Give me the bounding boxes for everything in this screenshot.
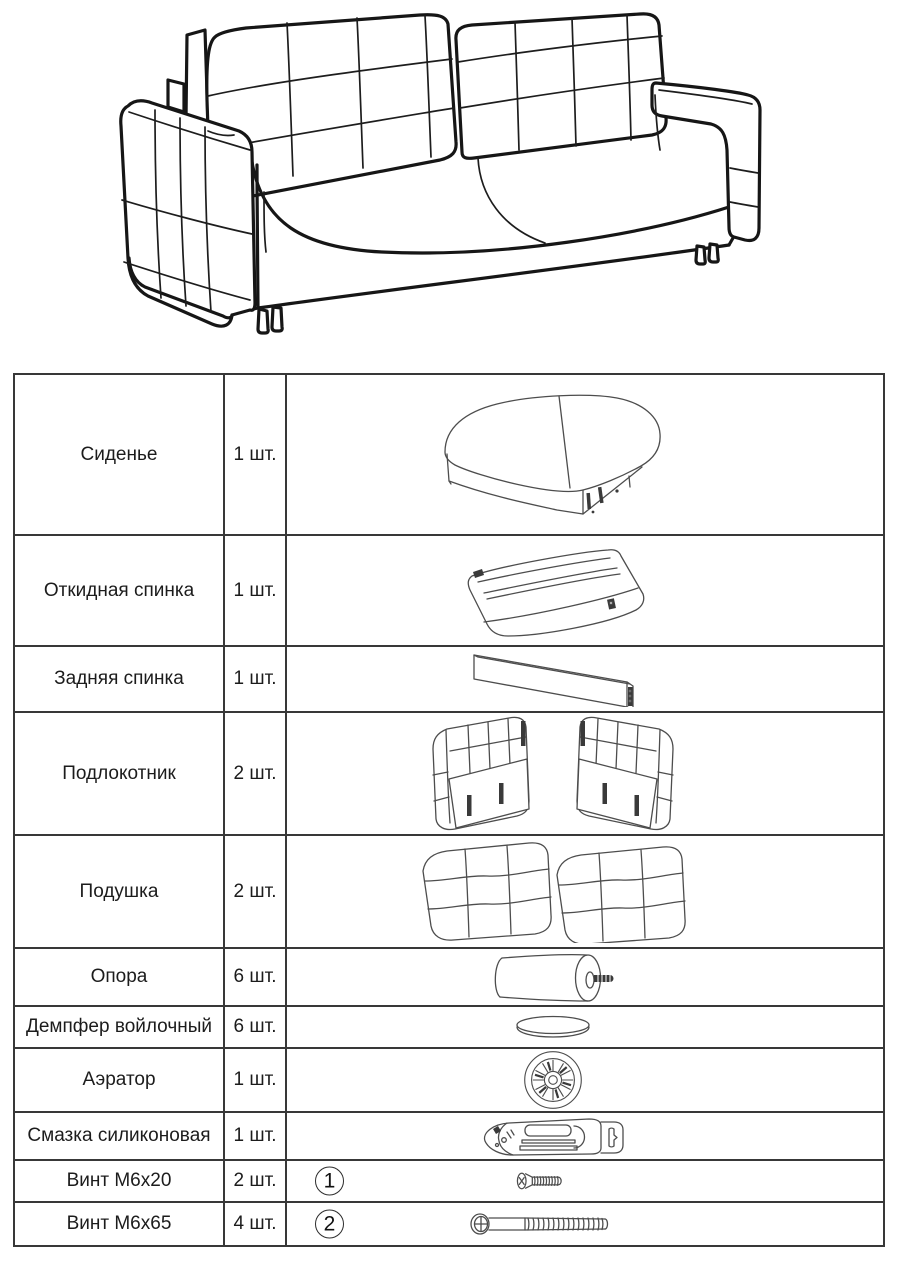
step-marker-circle: [315, 1167, 344, 1196]
part-qty-cell: [225, 375, 287, 534]
armrest-pair-illustration: [423, 715, 683, 833]
part-name-cell: [15, 1203, 225, 1245]
folding-back-illustration: [458, 542, 648, 639]
seat-illustration: [433, 392, 673, 517]
part-qty: 1 шт.: [233, 443, 277, 465]
part-name: Опора: [90, 966, 148, 987]
part-image-cell: [287, 1007, 883, 1047]
part-image-cell: [287, 1049, 883, 1111]
part-qty-cell: [225, 713, 287, 834]
part-name-cell: [15, 536, 225, 645]
table-row: [15, 647, 883, 713]
part-qty: 1 шт.: [233, 1125, 277, 1146]
silicone-grease-illustration: [477, 1114, 629, 1158]
part-image-cell: [287, 1113, 883, 1159]
part-name: Смазка силиконовая: [27, 1125, 211, 1146]
part-qty-cell: [225, 1203, 287, 1245]
table-row: [15, 949, 883, 1007]
table-row: [15, 713, 883, 836]
part-image-cell: [287, 713, 883, 834]
table-row: [15, 1049, 883, 1113]
table-row: [15, 836, 883, 949]
parts-table: [13, 373, 885, 1247]
part-name: Винт М6х20: [66, 1170, 172, 1191]
part-qty: 2 шт.: [233, 880, 277, 902]
part-image-cell: [287, 949, 883, 1005]
part-qty-cell: [225, 1161, 287, 1201]
part-name: Откидная спинка: [43, 579, 195, 601]
part-qty-cell: [225, 949, 287, 1005]
part-name-cell: [15, 1049, 225, 1111]
step-marker-circle: [315, 1210, 344, 1239]
part-name: Задняя спинка: [54, 668, 184, 689]
part-name-cell: [15, 713, 225, 834]
part-name: Винт М6х65: [66, 1213, 172, 1234]
part-qty: 1 шт.: [233, 579, 277, 601]
part-qty: 6 шт.: [233, 1016, 277, 1037]
part-qty: 2 шт.: [233, 1170, 277, 1191]
part-image-cell: [287, 375, 883, 534]
step-marker-number: 2: [323, 1212, 336, 1235]
table-row: [15, 1161, 883, 1203]
part-qty: 6 шт.: [233, 966, 277, 987]
part-name-cell: [15, 1007, 225, 1047]
part-image-cell: [287, 1203, 883, 1245]
part-qty-cell: [225, 1113, 287, 1159]
part-image-cell: [287, 836, 883, 947]
part-qty-cell: [225, 1049, 287, 1111]
part-qty-cell: [225, 836, 287, 947]
screw-m6x20-illustration: [515, 1171, 565, 1191]
leg-support-illustration: [486, 951, 620, 1003]
part-name: Подушка: [79, 880, 159, 902]
part-name-cell: [15, 375, 225, 534]
part-name-cell: [15, 1161, 225, 1201]
part-qty: 2 шт.: [233, 762, 277, 784]
sofa-illustration: [0, 0, 900, 362]
part-qty: 1 шт.: [233, 1069, 277, 1090]
part-name: Аэратор: [82, 1069, 156, 1090]
part-image-cell: [287, 647, 883, 711]
part-qty: 1 шт.: [233, 668, 277, 689]
aerator-illustration: [520, 1050, 586, 1110]
part-name-cell: [15, 1113, 225, 1159]
cushion-pair-illustration: [417, 841, 689, 943]
part-name-cell: [15, 949, 225, 1005]
part-image-cell: [287, 1161, 883, 1201]
felt-damper-illustration: [514, 1015, 592, 1039]
table-row: [15, 1113, 883, 1161]
part-image-cell: [287, 536, 883, 645]
part-qty-cell: [225, 1007, 287, 1047]
table-row: [15, 375, 883, 536]
part-name-cell: [15, 647, 225, 711]
step-marker-number: 1: [323, 1169, 336, 1192]
part-qty: 4 шт.: [233, 1213, 277, 1234]
screw-m6x65-illustration: [469, 1210, 611, 1238]
table-row: [15, 536, 883, 647]
table-row: [15, 1203, 883, 1245]
part-name: Демпфер войлочный: [25, 1016, 212, 1037]
part-qty-cell: [225, 536, 287, 645]
part-name-cell: [15, 836, 225, 947]
table-row: [15, 1007, 883, 1049]
part-name: Сиденье: [80, 443, 158, 465]
part-qty-cell: [225, 647, 287, 711]
part-name: Подлокотник: [62, 762, 176, 784]
rear-panel-illustration: [464, 651, 642, 707]
